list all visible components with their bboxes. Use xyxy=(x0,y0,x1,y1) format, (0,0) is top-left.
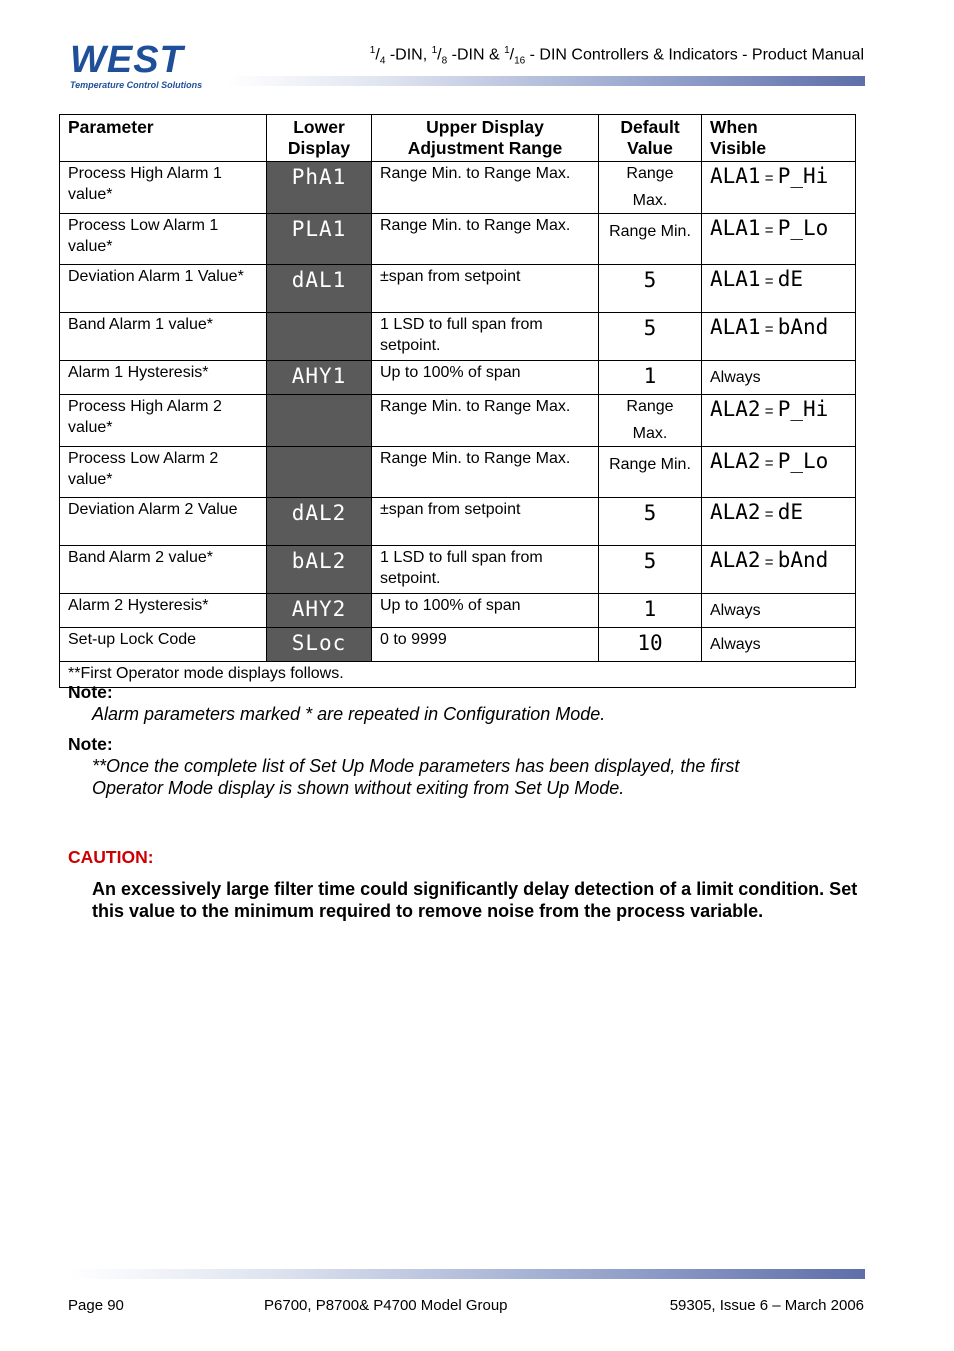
when-visible-value: dE xyxy=(777,267,803,291)
when-visible xyxy=(702,546,856,594)
default-value xyxy=(599,313,702,361)
when-visible-value: bAnd xyxy=(777,548,829,572)
note-1-heading: Note: xyxy=(68,682,113,702)
lower-display-code xyxy=(267,498,372,546)
when-visible-param: ALA2 xyxy=(710,500,761,524)
default-value xyxy=(599,265,702,313)
parameter-name: Alarm 1 Hysteresis* xyxy=(60,361,267,395)
footer-rule xyxy=(68,1269,865,1279)
when-visible xyxy=(702,361,856,395)
parameter-name: Process Low Alarm 2 value* xyxy=(60,447,267,498)
when-visible xyxy=(702,498,856,546)
lower-display-code xyxy=(267,162,372,214)
lower-display-code xyxy=(267,546,372,594)
table-row xyxy=(60,265,856,313)
when-visible-text: Always xyxy=(710,602,761,619)
parameter-name: Alarm 2 Hysteresis* xyxy=(60,594,267,628)
header-when-visible: When Visible xyxy=(702,115,856,162)
table-row xyxy=(60,498,856,546)
header-upper-display: Upper Display Adjustment Range xyxy=(372,115,599,162)
adjustment-range: Range Min. to Range Max. xyxy=(372,214,599,265)
footnote-row xyxy=(60,662,856,688)
parameter-name: Deviation Alarm 2 Value xyxy=(60,498,267,546)
lower-display-code xyxy=(267,594,372,628)
when-visible xyxy=(702,447,856,498)
adjustment-range: 1 LSD to full span from setpoint. xyxy=(372,313,599,361)
when-visible-param: ALA2 xyxy=(710,449,761,473)
logo-word: WEST xyxy=(70,39,184,81)
default-value-code: 5 xyxy=(643,316,657,340)
when-visible-value: P_Lo xyxy=(777,449,829,473)
header-rule xyxy=(225,76,865,86)
lower-display-text: PhA1 xyxy=(291,165,347,189)
table-row xyxy=(60,214,856,265)
when-visible-text: Always xyxy=(710,636,761,653)
default-value xyxy=(599,162,702,214)
when-visible-value: dE xyxy=(777,500,803,524)
default-value-text: Range Max. xyxy=(626,165,674,209)
when-visible xyxy=(702,395,856,447)
parameter-name: Band Alarm 1 value* xyxy=(60,313,267,361)
table-header-row xyxy=(60,115,856,162)
table-row xyxy=(60,546,856,594)
lower-display-text: AHY1 xyxy=(291,364,347,388)
adjustment-range: Up to 100% of span xyxy=(372,361,599,395)
when-visible-param: ALA1 xyxy=(710,267,761,291)
when-visible-value: P_Hi xyxy=(777,397,829,421)
parameter-name: Process Low Alarm 1 value* xyxy=(60,214,267,265)
when-visible-param: ALA2 xyxy=(710,397,761,421)
footer-model-group: P6700, P8700& P4700 Model Group xyxy=(264,1297,508,1314)
default-value-code: 10 xyxy=(637,631,663,655)
adjustment-range: ±span from setpoint xyxy=(372,265,599,313)
header-default-value: Default Value xyxy=(599,115,702,162)
default-value xyxy=(599,628,702,662)
default-value-code: 1 xyxy=(643,364,657,388)
header-parameter: Parameter xyxy=(60,115,267,162)
footer-issue: 59305, Issue 6 – March 2006 xyxy=(669,1297,864,1314)
table-row xyxy=(60,313,856,361)
when-visible-param: ALA1 xyxy=(710,315,761,339)
when-visible-param: ALA1 xyxy=(710,216,761,240)
lower-display-text: PLA1 xyxy=(291,217,347,241)
adjustment-range: ±span from setpoint xyxy=(372,498,599,546)
when-visible-value: P_Hi xyxy=(777,164,829,188)
lower-display-text: AHY2 xyxy=(291,597,347,621)
default-value-code: 5 xyxy=(643,549,657,573)
default-value-code: 1 xyxy=(643,597,657,621)
table-row xyxy=(60,395,856,447)
when-visible-equals: = xyxy=(760,455,778,472)
when-visible-value: P_Lo xyxy=(777,216,829,240)
parameter-name: Process High Alarm 2 value* xyxy=(60,395,267,447)
parameter-name: Deviation Alarm 1 Value* xyxy=(60,265,267,313)
table-row xyxy=(60,361,856,395)
default-value-text: Range Max. xyxy=(626,398,674,442)
table-row xyxy=(60,447,856,498)
table-row xyxy=(60,594,856,628)
when-visible-equals: = xyxy=(760,222,778,239)
adjustment-range: 1 LSD to full span from setpoint. xyxy=(372,546,599,594)
lower-display-text: bAL2 xyxy=(291,549,347,573)
default-value-code: 5 xyxy=(643,268,657,292)
lower-display-code xyxy=(267,395,372,447)
when-visible-equals: = xyxy=(760,321,778,338)
adjustment-range: Range Min. to Range Max. xyxy=(372,162,599,214)
logo-tagline: Temperature Control Solutions xyxy=(70,80,203,90)
when-visible xyxy=(702,162,856,214)
default-value-text: Range Min. xyxy=(609,223,691,240)
adjustment-range: Up to 100% of span xyxy=(372,594,599,628)
parameter-name: Band Alarm 2 value* xyxy=(60,546,267,594)
lower-display-code xyxy=(267,447,372,498)
when-visible-text: Always xyxy=(710,369,761,386)
table-footnote: **First Operator mode displays follows. xyxy=(60,662,856,688)
footer-page-number: Page 90 xyxy=(68,1297,124,1314)
when-visible xyxy=(702,313,856,361)
lower-display-code xyxy=(267,214,372,265)
table-row xyxy=(60,628,856,662)
lower-display-code xyxy=(267,313,372,361)
default-value-code: 5 xyxy=(643,501,657,525)
when-visible-equals: = xyxy=(760,273,778,290)
when-visible-equals: = xyxy=(760,506,778,523)
default-value xyxy=(599,594,702,628)
lower-display-text: dAL2 xyxy=(291,501,347,525)
note-2-heading: Note: xyxy=(68,734,113,754)
parameter-name: Set-up Lock Code xyxy=(60,628,267,662)
note-1-text: Alarm parameters marked * are repeated in Configuration Mode. xyxy=(92,704,606,724)
when-visible-equals: = xyxy=(760,403,778,420)
when-visible-param: ALA1 xyxy=(710,164,761,188)
default-value-text: Range Min. xyxy=(609,456,691,473)
west-logo xyxy=(70,39,225,90)
when-visible xyxy=(702,628,856,662)
default-value xyxy=(599,395,702,447)
note-2-text: **Once the complete list of Set Up Mode parameters has been displayed, the first Operator Mode display is shown without exiting from Set Up Mode. xyxy=(92,756,740,798)
when-visible xyxy=(702,265,856,313)
lower-display-code xyxy=(267,628,372,662)
when-visible xyxy=(702,214,856,265)
parameter-name: Process High Alarm 1 value* xyxy=(60,162,267,214)
when-visible-value: bAnd xyxy=(777,315,829,339)
lower-display-text: SLoc xyxy=(291,631,347,655)
default-value xyxy=(599,447,702,498)
adjustment-range: Range Min. to Range Max. xyxy=(372,447,599,498)
when-visible-param: ALA2 xyxy=(710,548,761,572)
when-visible-equals: = xyxy=(760,170,778,187)
default-value xyxy=(599,498,702,546)
adjustment-range: 0 to 9999 xyxy=(372,628,599,662)
manual-title: $^1/_4$ -DIN, $^1/_8$ -DIN & $^1/_{16}$ - DIN Controllers & Indicators - Product Manual xyxy=(369,45,864,67)
caution-heading: CAUTION: xyxy=(68,847,154,867)
header-lower-display: Lower Display xyxy=(267,115,372,162)
lower-display-code xyxy=(267,265,372,313)
default-value xyxy=(599,546,702,594)
adjustment-range: Range Min. to Range Max. xyxy=(372,395,599,447)
table-row xyxy=(60,162,856,214)
when-visible xyxy=(702,594,856,628)
default-value xyxy=(599,214,702,265)
caution-text: An excessively large filter time could significantly delay detection of a limit condition. Set this value to the minimum required to remove noise from the process variable. xyxy=(92,879,858,921)
when-visible-equals: = xyxy=(760,554,778,571)
default-value xyxy=(599,361,702,395)
parameter-table xyxy=(59,114,856,688)
lower-display-code xyxy=(267,361,372,395)
lower-display-text: dAL1 xyxy=(291,268,347,292)
